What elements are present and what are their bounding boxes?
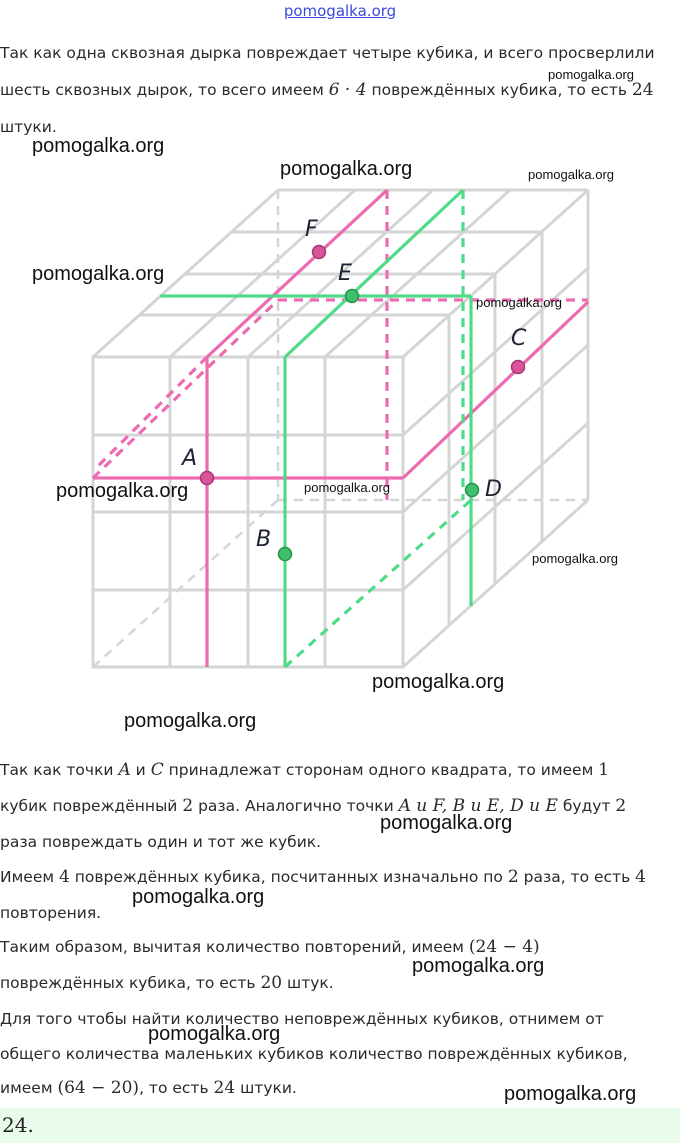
math-expression: A и F, B и E, D и E	[398, 796, 558, 816]
text-segment: кубик повреждённый	[0, 797, 178, 815]
paragraph-5-line-2: общего количества маленьких кубиков количество повреждённых кубиков,	[0, 1045, 628, 1063]
math-number: 2	[507, 867, 519, 887]
point-a-label: A	[182, 446, 198, 471]
text-segment: повреждённых кубика, посчитанных изначально по	[74, 868, 503, 886]
point-b-label: B	[256, 527, 272, 552]
watermark: pomogalka.org	[532, 551, 618, 566]
watermark: pomogalka.org	[132, 886, 265, 908]
text-segment: повреждённых кубика, то есть	[371, 81, 627, 99]
watermark: pomogalka.org	[476, 295, 562, 310]
paragraph-3-line-1	[0, 867, 680, 887]
math-point: C	[150, 760, 164, 780]
text-segment: и	[135, 761, 146, 779]
paragraph-3-line-2: повторения.	[0, 904, 102, 922]
answer-text: 24.	[2, 1113, 34, 1137]
point-b-marker	[279, 548, 292, 561]
text-segment: штук.	[287, 974, 334, 992]
paragraph-4-line-1	[0, 937, 680, 957]
math-number: 20	[260, 973, 283, 993]
text-segment: Имеем	[0, 868, 55, 886]
text-segment: , то есть	[139, 1079, 209, 1097]
watermark: pomogalka.org	[372, 671, 505, 693]
math-expression: (64 − 20)	[57, 1078, 140, 1098]
text-segment: Так как точки	[0, 761, 114, 779]
point-e-label: E	[338, 261, 352, 286]
point-d-marker	[466, 484, 479, 497]
watermark: pomogalka.org	[548, 67, 634, 82]
math-number: 24	[631, 80, 654, 100]
text-segment: шесть сквозных дырок, то всего имеем	[0, 81, 324, 99]
watermark: pomogalka.org	[32, 263, 165, 285]
point-a-marker	[201, 472, 214, 485]
text-segment: имеем	[0, 1079, 53, 1097]
point-e-marker	[346, 290, 359, 303]
paragraph-2-line-2	[0, 796, 680, 816]
watermark: pomogalka.org	[32, 135, 165, 157]
answer-box	[0, 1108, 680, 1143]
text-segment: Таким образом, вычитая количество повторений, имеем	[0, 938, 464, 956]
math-expression: 6 · 4	[328, 80, 367, 100]
point-c-marker	[512, 361, 525, 374]
paragraph-2-line-1	[0, 760, 680, 780]
math-number: 4	[635, 867, 646, 887]
point-d-label: D	[485, 477, 502, 502]
paragraph-4-line-2	[0, 973, 680, 993]
text-segment: принадлежат сторонам одного квадрата, то имеем	[168, 761, 594, 779]
math-number: 24	[213, 1078, 236, 1098]
math-number: 1	[598, 760, 610, 780]
paragraph-5-line-1: Для того чтобы найти количество неповреждённых кубиков, отнимем от	[0, 1010, 604, 1028]
paragraph-1-line-3: штуки.	[0, 118, 57, 136]
text-segment: повреждённых кубика, то есть	[0, 974, 256, 992]
point-f-label: F	[305, 217, 318, 242]
watermark: pomogalka.org	[528, 167, 614, 182]
paragraph-1-line-1: Так как одна сквозная дырка повреждает четыре кубика, и всего просверлили	[0, 44, 655, 62]
watermark: pomogalka.org	[280, 158, 413, 180]
watermark: pomogalka.org	[412, 955, 545, 977]
math-number: 2	[182, 796, 194, 816]
point-f-marker	[313, 246, 326, 259]
text-segment: раза, то есть	[523, 868, 631, 886]
watermark: pomogalka.org	[124, 710, 257, 732]
watermark: pomogalka.org	[148, 1023, 281, 1045]
watermark: pomogalka.org	[380, 812, 513, 834]
watermark: pomogalka.org	[304, 480, 390, 495]
watermark: pomogalka.org	[56, 480, 189, 502]
text-segment: раза. Аналогично точки	[198, 797, 394, 815]
math-expression: (24 − 4)	[468, 937, 540, 957]
text-segment: штуки.	[240, 1079, 297, 1097]
paragraph-2-line-3: раза повреждать один и тот же кубик.	[0, 833, 322, 851]
math-number: 4	[59, 867, 70, 887]
math-number: 2	[615, 796, 627, 816]
math-point: A	[118, 760, 131, 780]
watermark: pomogalka.org	[504, 1083, 637, 1105]
site-link[interactable]: pomogalka.org	[283, 2, 397, 20]
text-segment: будут	[562, 797, 611, 815]
point-c-label: C	[511, 326, 527, 351]
